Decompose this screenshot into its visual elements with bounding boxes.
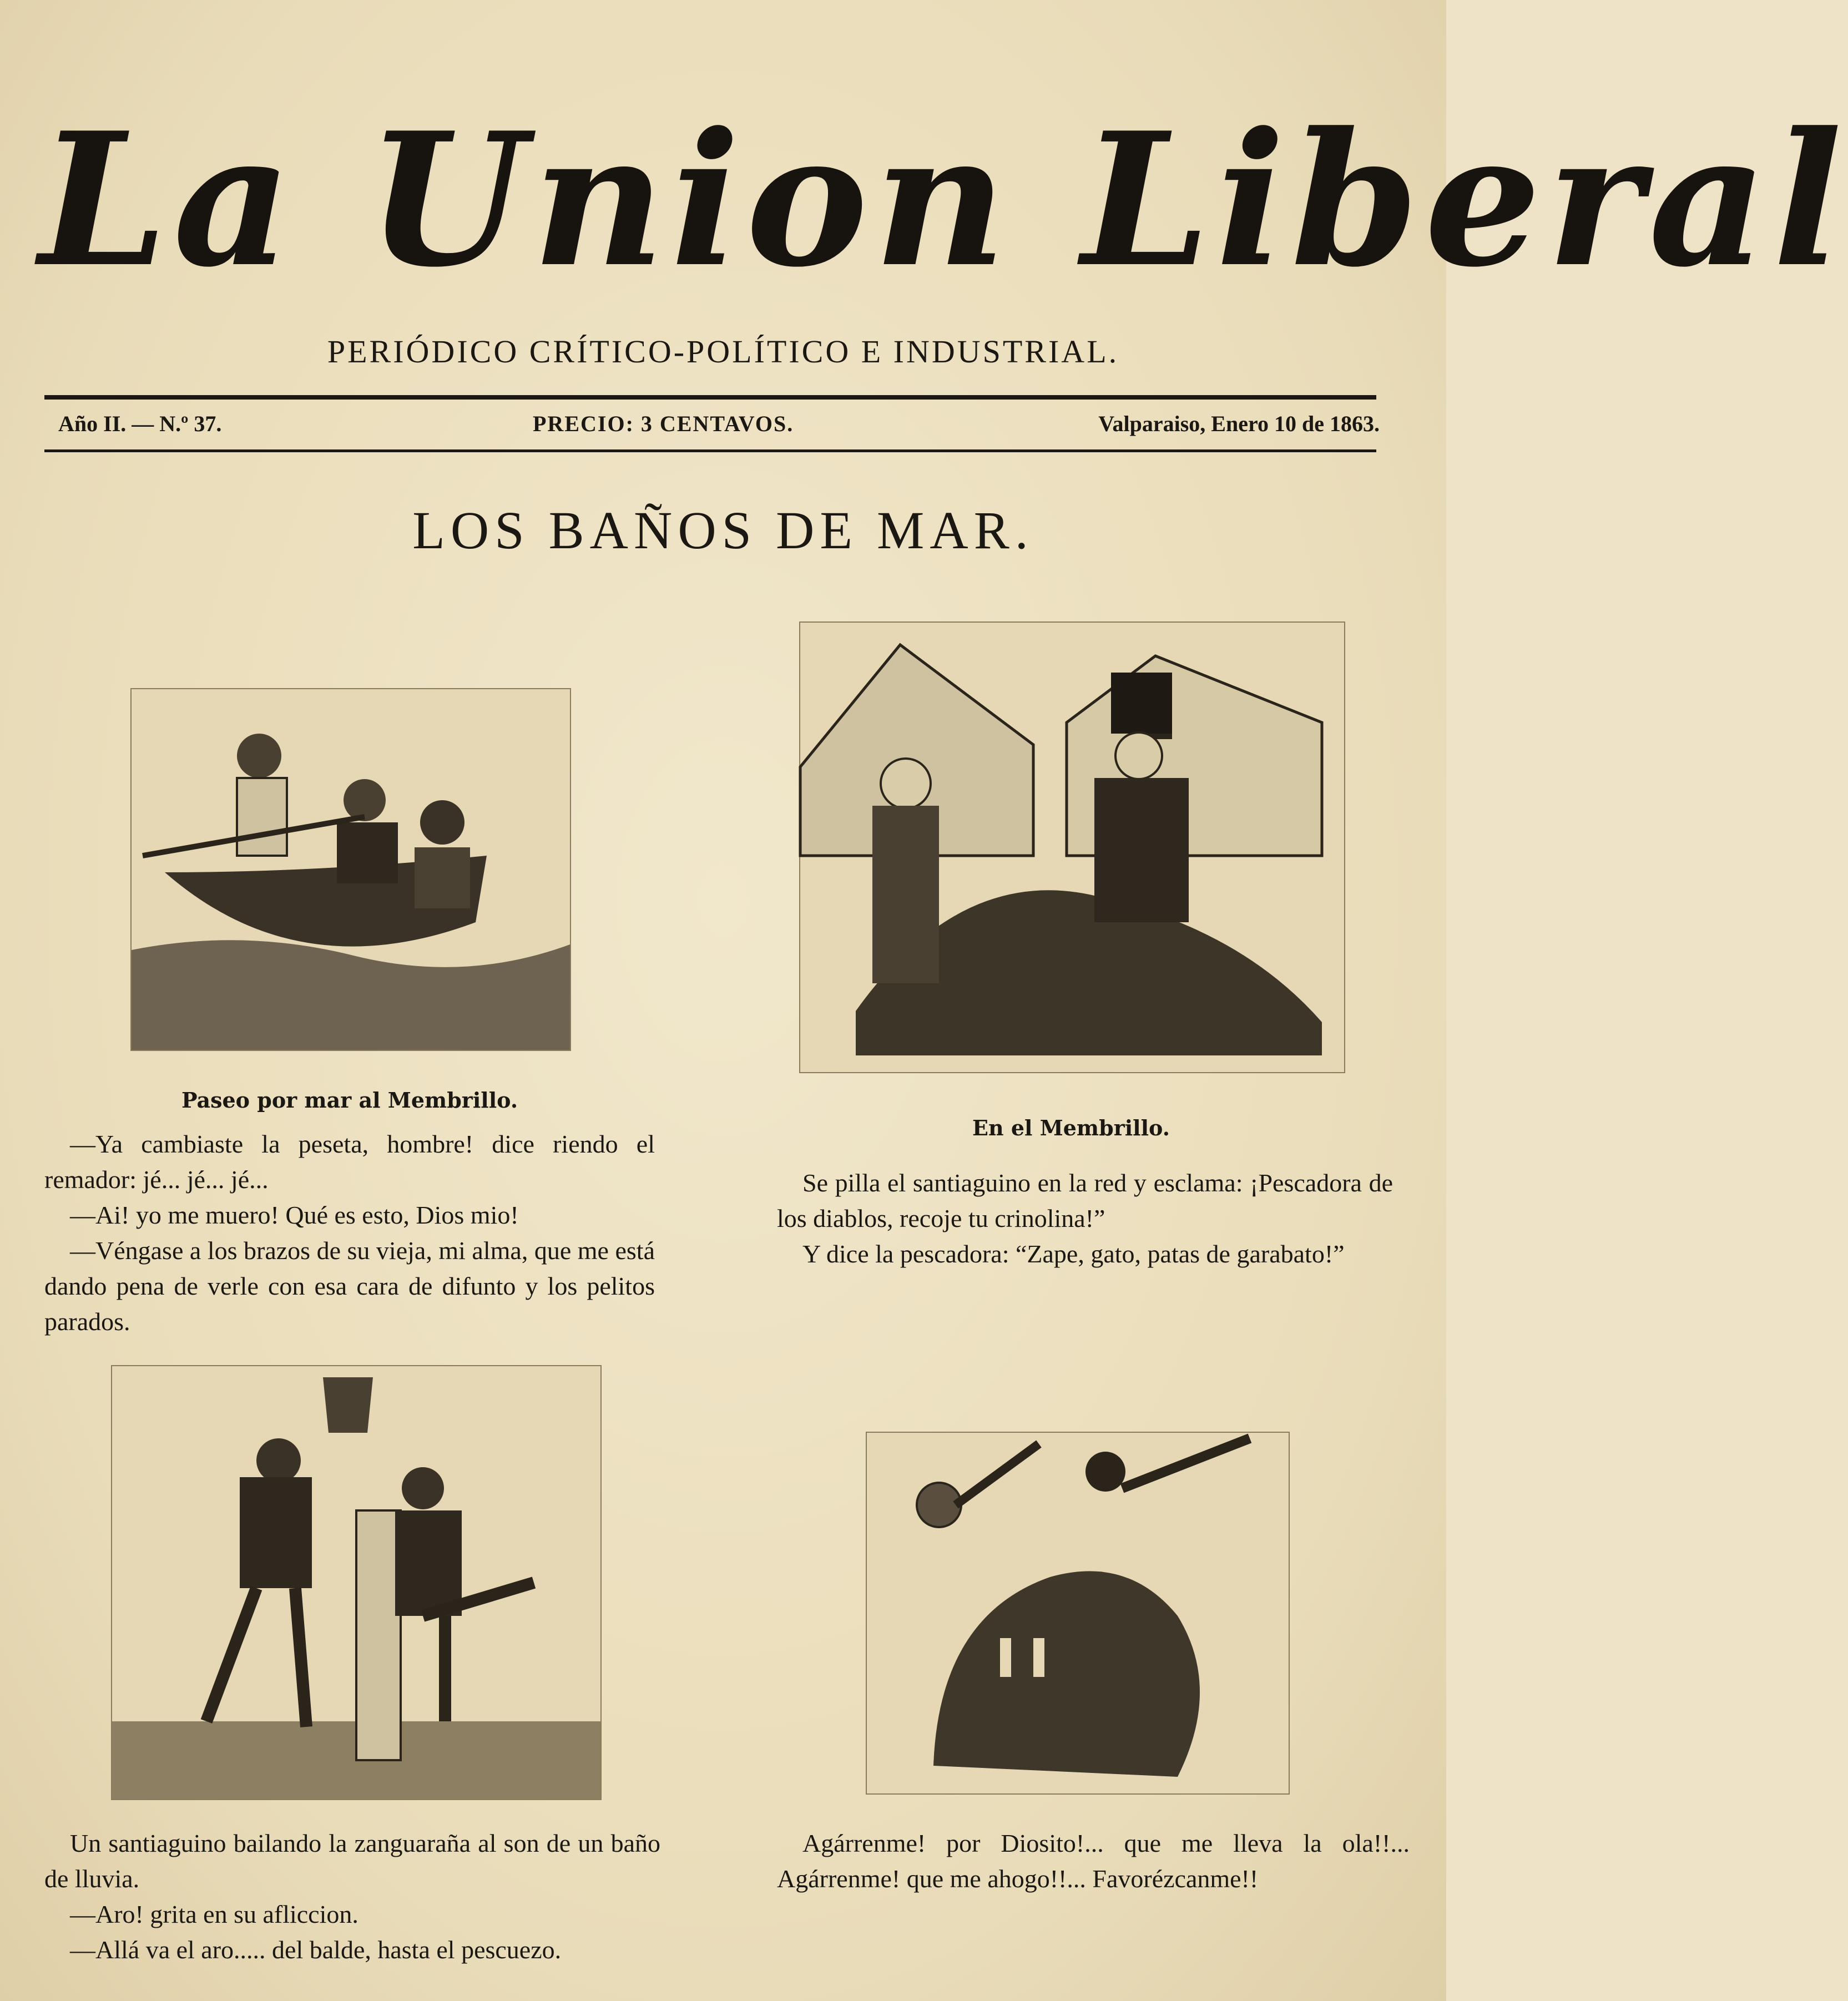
bucket-illustration	[111, 1365, 602, 1800]
boat-illustration	[130, 688, 571, 1051]
net-engraving	[800, 623, 1344, 1072]
boat-engraving	[132, 689, 570, 1050]
dialogue-line: Agárrenme! por Diosito!... que me lleva la ola!!... Agárrenme! que me ahogo!!... Favorézcanme!!	[777, 1829, 1410, 1893]
bucket-engraving	[112, 1366, 600, 1799]
net-illustration	[799, 621, 1345, 1073]
wave-engraving	[867, 1433, 1289, 1793]
dialogue-line: —Ya cambiaste la peseta, hombre! dice riendo el remador: jé... jé... jé...	[44, 1130, 655, 1194]
dialogue-line: —Véngase a los brazos de su vieja, mi alma, que me está dando pena de verle con esa cara de difunto y los pelitos parados.	[44, 1236, 655, 1336]
dialogue-line: —Aro! grita en su afliccion.	[70, 1900, 359, 1928]
dialogue-text	[777, 1826, 1410, 1897]
dialogue-text	[44, 1126, 655, 1340]
dialogue-line: Se pilla el santiaguino en la red y esclama: ¡Pescadora de los diablos, recoje tu crinolina!”	[777, 1169, 1393, 1232]
price: PRECIO: 3 CENTAVOS.	[533, 411, 794, 436]
dialogue-text	[44, 1826, 660, 1968]
dialogue-text	[777, 1165, 1393, 1272]
divider-rule	[44, 395, 1376, 400]
wave-illustration	[866, 1432, 1290, 1795]
masthead-subtitle: PERIÓDICO CRÍTICO-POLÍTICO E INDUSTRIAL.	[327, 333, 1119, 370]
illustration-caption: En el Membrillo.	[972, 1115, 1170, 1140]
dialogue-line: —Ai! yo me muero! Qué es esto, Dios mio!	[70, 1201, 519, 1229]
article-headline: LOS BAÑOS DE MAR.	[412, 501, 1034, 560]
dialogue-line: Y dice la pescadora: “Zape, gato, patas de garabato!”	[802, 1240, 1345, 1268]
divider-rule	[44, 449, 1376, 452]
dialogue-line: —Allá va el aro..... del balde, hasta el pescuezo.	[70, 1936, 562, 1964]
illustration-caption: Paseo por mar al Membrillo.	[181, 1088, 518, 1113]
date-line: Valparaiso, Enero 10 de 1863.	[1098, 411, 1380, 436]
masthead-title: La Union Liberal	[39, 92, 1848, 307]
dialogue-line: Un santiaguino bailando la zanguaraña al son de un baño de lluvia.	[44, 1829, 660, 1893]
issue-number: Año II. — N.º 37.	[58, 411, 222, 436]
